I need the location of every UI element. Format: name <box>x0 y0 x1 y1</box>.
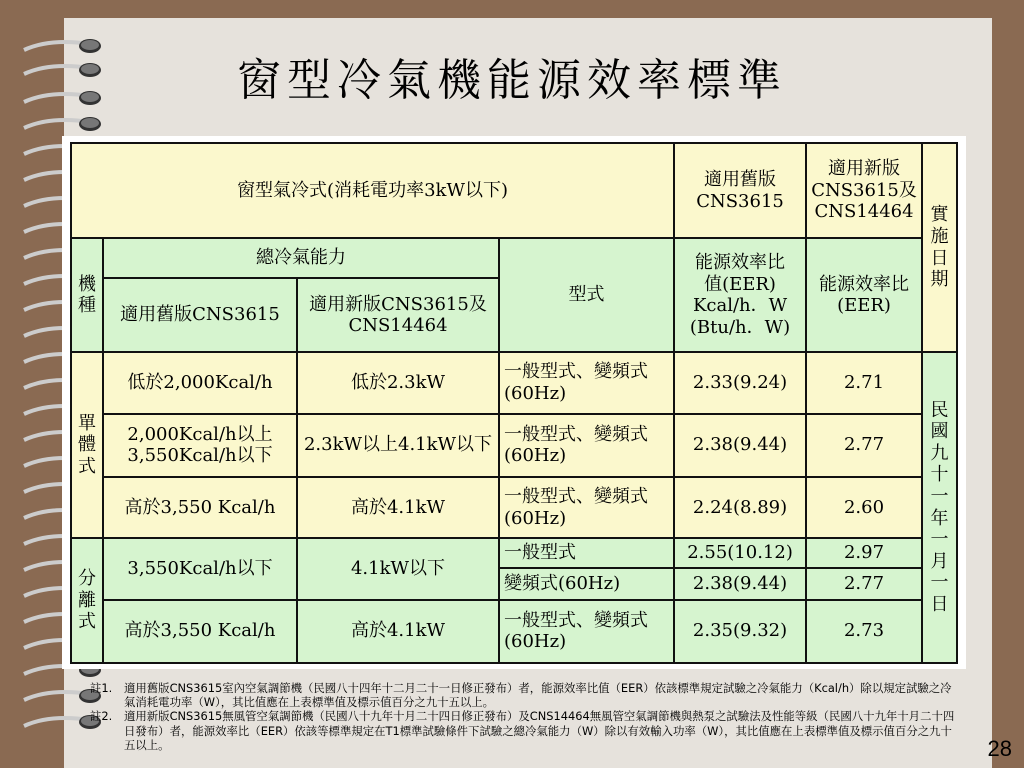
eer-new-cell: 2.77 <box>806 568 922 600</box>
footnote-number: 註1. <box>90 681 113 695</box>
table-row <box>71 352 957 413</box>
cap-new-cell: 4.1kW以下 <box>297 538 499 599</box>
implementation-date-value: 民 國 九 十 一 年 一 月 一 日 <box>922 352 957 663</box>
cap-old-cell: 低於2,000Kcal/h <box>103 352 297 413</box>
header-old-standard: 適用舊版 CNS3615 <box>674 143 806 238</box>
group-label-window-unit: 單 體 式 <box>71 352 103 538</box>
header-category: 窗型氣冷式(消耗電功率3kW以下) <box>71 143 674 238</box>
footnote <box>90 681 958 709</box>
cap-old-cell: 3,550Kcal/h以下 <box>103 538 297 599</box>
eer-old-cell: 2.55(10.12) <box>674 538 806 568</box>
eer-old-cell: 2.38(9.44) <box>674 568 806 600</box>
header-cap-old: 適用舊版CNS3615 <box>103 278 297 352</box>
type-cell: 變頻式(60Hz) <box>499 568 674 600</box>
footnote-text: 適用新版CNS3615無風管空氣調節機（民國八十九年十月二十四日修正發布）及CNS14464無風管空氣調節機與熱泵之試驗法及性能等級（民國八十九年十月二十四日發布）者，能源效率比（EER）依該等標準規定在T1標準試驗條件下試驗之總冷氣能力（W）除以有效輸入功率（W），其比值應在上表標準值及標示值百分之九十五以上。 <box>124 709 955 752</box>
header-model-type: 機 種 <box>71 238 103 352</box>
eer-old-cell: 2.33(9.24) <box>674 352 806 413</box>
header-type: 型式 <box>499 238 674 352</box>
table-row <box>71 477 957 538</box>
eer-new-cell: 2.71 <box>806 352 922 413</box>
header-cooling-capacity: 總冷氣能力 <box>103 238 499 278</box>
table-row <box>71 600 957 663</box>
eer-new-cell: 2.77 <box>806 414 922 477</box>
header-cap-new: 適用新版CNS3615及 CNS14464 <box>297 278 499 352</box>
cap-new-cell: 低於2.3kW <box>297 352 499 413</box>
type-cell: 一般型式 <box>499 538 674 568</box>
eer-old-cell: 2.38(9.44) <box>674 414 806 477</box>
eer-new-cell: 2.73 <box>806 600 922 663</box>
cap-old-cell: 2,000Kcal/h以上 3,550Kcal/h以下 <box>103 414 297 477</box>
type-cell: 一般型式、變頻式 (60Hz) <box>499 477 674 538</box>
table-row <box>71 414 957 477</box>
cap-new-cell: 高於4.1kW <box>297 477 499 538</box>
footnote-number: 註2. <box>90 709 113 724</box>
type-cell: 一般型式、變頻式 (60Hz) <box>499 414 674 477</box>
cap-new-cell: 高於4.1kW <box>297 600 499 663</box>
eer-old-cell: 2.35(9.32) <box>674 600 806 663</box>
header-new-standard: 適用新版 CNS3615及 CNS14464 <box>806 143 922 238</box>
eer-new-cell: 2.60 <box>806 477 922 538</box>
group-label-split-unit: 分 離 式 <box>71 538 103 663</box>
cap-old-cell: 高於3,550 Kcal/h <box>103 477 297 538</box>
page-number: 28 <box>987 736 1012 761</box>
header-implementation-date: 實 施 日 期 <box>922 143 957 352</box>
table-row <box>71 538 957 568</box>
table-frame <box>62 136 966 669</box>
eer-new-cell: 2.97 <box>806 538 922 568</box>
footnote-text: 適用舊版CNS3615室內空氣調節機（民國八十四年十二月二十一日修正發布）者，能源效率比值（EER）依該標準規定試驗之冷氣能力（Kcal/h）除以規定試驗之冷氣消耗電功率（W），其比值應在上表標準值及標示值百分之九十五以上。 <box>124 681 952 710</box>
type-cell: 一般型式、變頻式 (60Hz) <box>499 352 674 413</box>
eer-old-cell: 2.24(8.89) <box>674 477 806 538</box>
footnotes <box>90 681 958 752</box>
header-eer-old: 能源效率比 值(EER) Kcal/h．W (Btu/h．W) <box>674 238 806 352</box>
cap-old-cell: 高於3,550 Kcal/h <box>103 600 297 663</box>
ring-icon <box>20 114 102 136</box>
page-title: 窗型冷氣機能源效率標準 <box>237 55 787 106</box>
footnote <box>90 709 958 752</box>
type-cell: 一般型式、變頻式 (60Hz) <box>499 600 674 663</box>
efficiency-table <box>70 142 958 664</box>
cap-new-cell: 2.3kW以上4.1kW以下 <box>297 414 499 477</box>
header-eer-new: 能源效率比 (EER) <box>806 238 922 352</box>
